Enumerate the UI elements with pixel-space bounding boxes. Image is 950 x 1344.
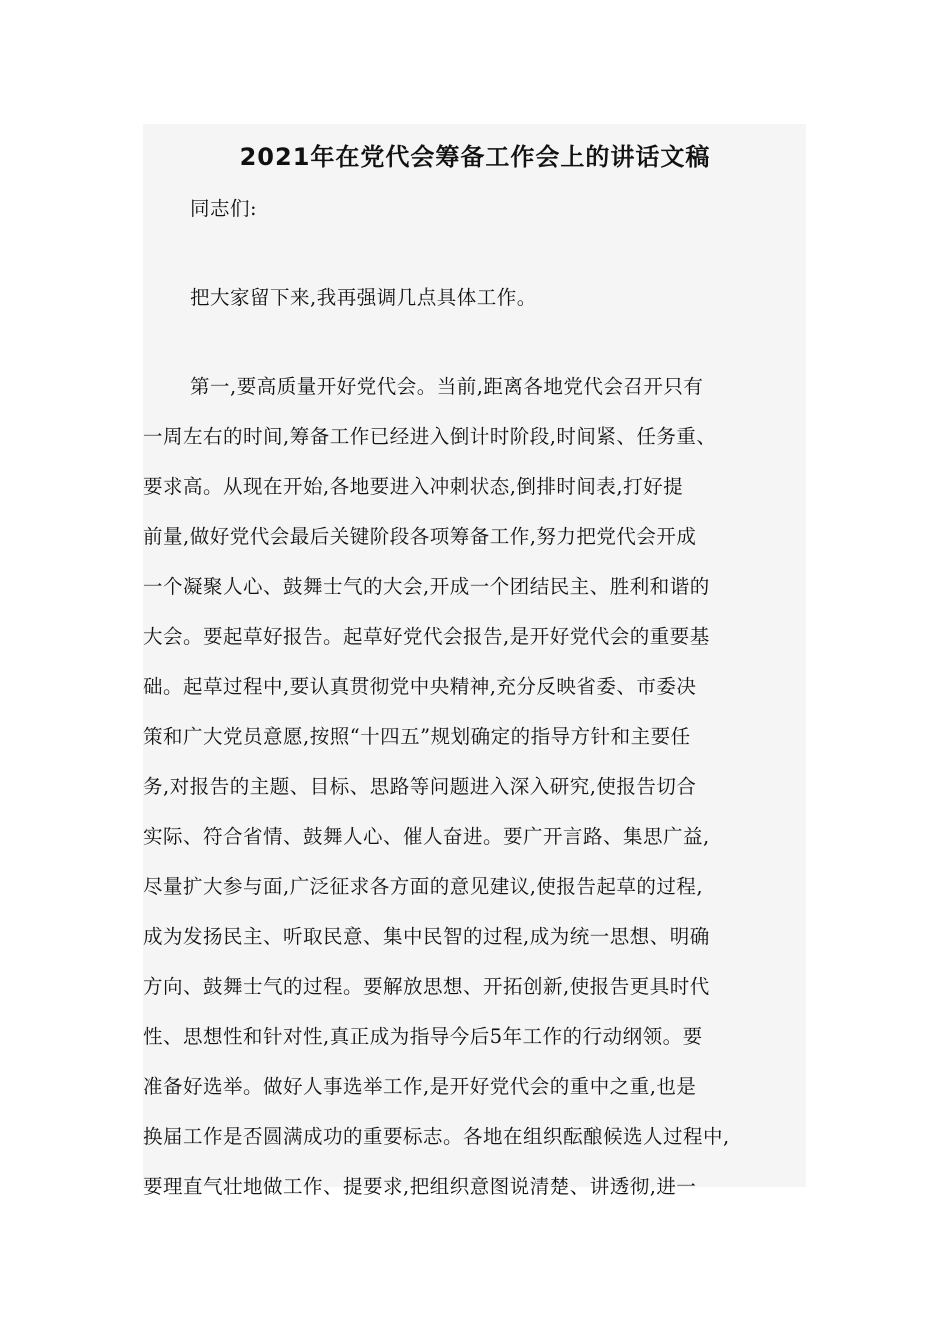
salutation: 同志们: bbox=[190, 197, 258, 220]
paragraph-line: 性、思想性和针对性,真正成为指导今后5年工作的行动纲领。要 bbox=[143, 1025, 703, 1048]
paragraph-line: 成为发扬民主、听取民意、集中民智的过程,成为统一思想、明确 bbox=[143, 925, 710, 948]
paragraph-line: 第一,要高质量开好党代会。当前,距离各地党代会召开只有 bbox=[190, 375, 704, 398]
paragraph-line: 方向、鼓舞士气的过程。要解放思想、开拓创新,使报告更具时代 bbox=[143, 975, 710, 998]
intro-paragraph: 把大家留下来,我再强调几点具体工作。 bbox=[190, 286, 537, 309]
document-title: 2021年在党代会筹备工作会上的讲话文稿 bbox=[239, 143, 711, 171]
paragraph-line: 大会。要起草好报告。起草好党代会报告,是开好党代会的重要基 bbox=[143, 625, 710, 648]
paragraph-line: 实际、符合省情、鼓舞人心、催人奋进。要广开言路、集思广益, bbox=[143, 825, 710, 848]
paragraph-line: 一周左右的时间,筹备工作已经进入倒计时阶段,时间紧、任务重、 bbox=[143, 425, 717, 448]
paragraph-line: 要理直气壮地做工作、提要求,把组织意图说清楚、讲透彻,进一 bbox=[143, 1175, 697, 1198]
document-body bbox=[143, 184, 806, 1212]
paragraph-line: 要求高。从现在开始,各地要进入冲刺状态,倒排时间表,打好提 bbox=[143, 475, 684, 498]
paragraph-gap bbox=[143, 323, 806, 362]
paragraph-1 bbox=[143, 362, 806, 1212]
paragraph-line: 务,对报告的主题、目标、思路等问题进入深入研究,使报告切合 bbox=[143, 775, 697, 798]
paragraph-line: 策和广大党员意愿,按照“十四五”规划确定的指导方针和主要任 bbox=[143, 725, 691, 748]
paragraph-line: 准备好选举。做好人事选举工作,是开好党代会的重中之重,也是 bbox=[143, 1075, 697, 1098]
paragraph-line: 础。起草过程中,要认真贯彻党中央精神,充分反映省委、市委决 bbox=[143, 675, 697, 698]
paragraph-line: 前量,做好党代会最后关键阶段各项筹备工作,努力把党代会开成 bbox=[143, 525, 697, 548]
paragraph-line: 换届工作是否圆满成功的重要标志。各地在组织酝酿候选人过程中, bbox=[143, 1125, 730, 1148]
paragraph-gap bbox=[143, 234, 806, 273]
paragraph-line: 一个凝聚人心、鼓舞士气的大会,开成一个团结民主、胜利和谐的 bbox=[143, 575, 710, 598]
paragraph-line: 尽量扩大参与面,广泛征求各方面的意见建议,使报告起草的过程, bbox=[143, 875, 704, 898]
